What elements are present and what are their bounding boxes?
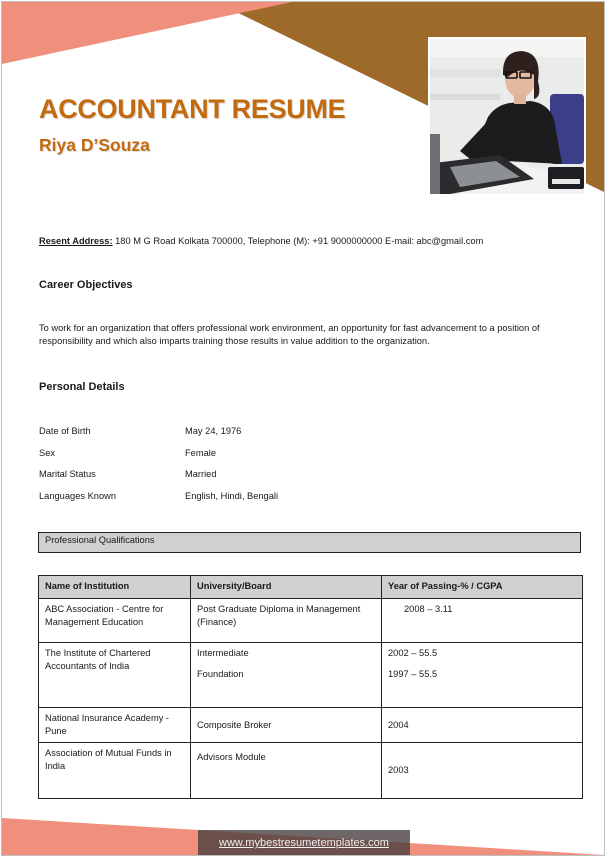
- page-title: ACCOUNTANT RESUME: [39, 94, 346, 124]
- board-cell: Post Graduate Diploma in Management (Finance): [191, 599, 382, 643]
- person-at-laptop-illustration: [430, 39, 584, 194]
- board-cell: Advisors Module: [191, 743, 382, 799]
- personal-value: May 24, 1976: [185, 426, 242, 436]
- footer-link-text[interactable]: www.mybestresumetemplates.com: [219, 837, 389, 849]
- personal-row-sex: [39, 447, 217, 460]
- institution-cell: ABC Association - Centre for Management Education: [39, 599, 191, 643]
- column-header: University/Board: [191, 576, 382, 599]
- year-cell: 2003: [382, 743, 583, 799]
- qualifications-table: [38, 575, 583, 799]
- table-header-row: [39, 576, 583, 599]
- personal-row-dob: [39, 425, 242, 438]
- personal-row-marital-status: [39, 468, 217, 481]
- personal-label: Sex: [39, 448, 56, 458]
- column-header: Year of Passing-% / CGPA: [382, 576, 583, 599]
- personal-row-languages: [39, 490, 279, 503]
- table-row: [39, 599, 583, 643]
- year-cell: 2008 – 3.11: [382, 599, 583, 643]
- personal-details-heading: Personal Details: [39, 381, 125, 393]
- profile-photo: [428, 37, 586, 196]
- personal-value: Married: [185, 469, 217, 479]
- salmon-triangle: [2, 2, 292, 64]
- personal-label: Marital Status: [39, 469, 96, 479]
- career-objectives-text: To work for an organization that offers professional work environment, an opportunity for fast advancement to a position of responsibility and which also imparts training those results in value addition to the organization.: [39, 323, 540, 346]
- personal-label: Languages Known: [39, 491, 117, 501]
- column-header: Name of Institution: [39, 576, 191, 599]
- table-row: [39, 743, 583, 799]
- table-row: [39, 643, 583, 708]
- career-objectives-heading: Career Objectives: [39, 279, 133, 291]
- contact-details: 180 M G Road Kolkata 700000, Telephone (M): +91 9000000000 E-mail: abc@gmail.com: [112, 236, 484, 246]
- table-row: [39, 708, 583, 743]
- board-cell: Composite Broker: [191, 708, 382, 743]
- personal-value: English, Hindi, Bengali: [185, 491, 279, 501]
- personal-value: Female: [185, 448, 217, 458]
- year-line: 1997 – 55.5: [388, 669, 438, 679]
- board-line: Intermediate: [197, 648, 249, 658]
- board-line: Foundation: [197, 669, 244, 679]
- contact-line: [39, 235, 483, 248]
- year-cell: [382, 643, 583, 708]
- candidate-name: Riya D’Souza: [39, 135, 150, 155]
- resume-page: [1, 1, 605, 856]
- footer-website-link[interactable]: [198, 830, 410, 856]
- personal-label: Date of Birth: [39, 426, 91, 436]
- year-line: 2002 – 55.5: [388, 648, 438, 658]
- address-label: Resent Address:: [39, 236, 113, 246]
- institution-cell: The Institute of Chartered Accountants of India: [39, 643, 191, 708]
- institution-cell: National Insurance Academy - Pune: [39, 708, 191, 743]
- year-cell: 2004: [382, 708, 583, 743]
- professional-qualifications-heading: Professional Qualifications: [38, 532, 581, 553]
- institution-cell: Association of Mutual Funds in India: [39, 743, 191, 799]
- board-cell: [191, 643, 382, 708]
